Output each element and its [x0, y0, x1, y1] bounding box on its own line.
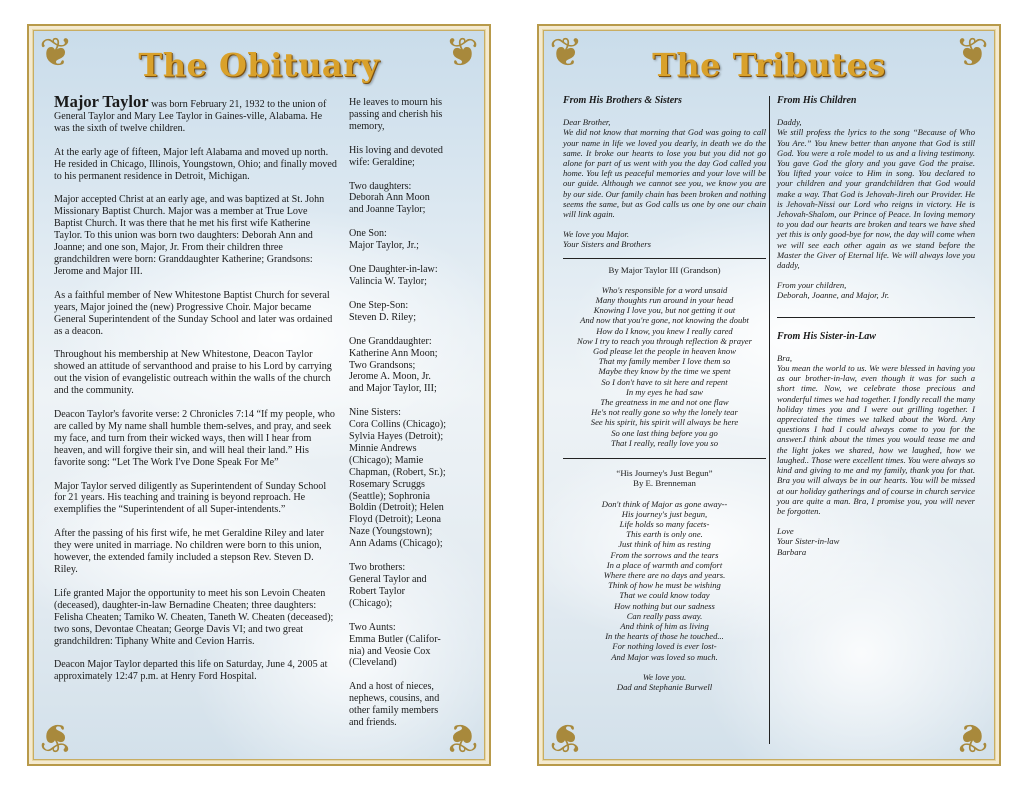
poem-line: Now I try to reach you through reflection & prayer [577, 335, 752, 346]
poem-line: That we could know today [619, 590, 710, 601]
survivor-group [349, 97, 467, 133]
poem-signature: Dad and Stephanie Burwell [616, 681, 713, 692]
survivor-group [349, 336, 467, 396]
survivor-line: Deborah Ann Moon [349, 192, 430, 204]
poem-line: And think of him as living [620, 620, 709, 631]
survivor-line: One Granddaughter: [349, 335, 432, 347]
flourish-corner-icon: ❦ [955, 30, 989, 76]
poem-author: By E. Brenneman [633, 478, 696, 489]
sister-in-law-letter [777, 353, 975, 557]
obituary-body [54, 92, 337, 695]
poem-line: God please let the people in heaven know [593, 346, 736, 357]
letter-salutation: Daddy, [777, 117, 802, 128]
poem-byline: By Major Taylor III (Grandson) [608, 264, 721, 275]
flourish-corner-icon: ❦ [445, 714, 479, 760]
letter-name: Barbara [777, 546, 807, 557]
survivor-line: Boldin (Detroit); Helen [349, 502, 444, 514]
poem-line: Where there are no days and years. [603, 569, 726, 580]
survivor-line: And a host of nieces, [349, 681, 434, 693]
survivor-line: Naze (Youngstown); [349, 526, 433, 538]
poem-closing: We love you. [642, 671, 687, 682]
poem-line: Life holds so many facets- [619, 518, 710, 529]
letter-closing: We love you Major. [563, 229, 630, 240]
letter-signature: Your Sisters and Brothers [563, 239, 651, 250]
survivor-line: Two Aunts: [349, 621, 396, 633]
survivor-line: Minnie Andrews [349, 442, 417, 454]
letter-closing: Love [777, 526, 794, 537]
survivor-line: passing and cherish his [349, 108, 443, 120]
obituary-paragraph: After the passing of his first wife, he met Geraldine Riley and later they were united in marriage. No children were born to this union, however, the extended family included a stepson Rev. Steven D. Riley. [54, 528, 324, 575]
poem-line: So one last thing before you go [611, 427, 718, 438]
siblings-letter [563, 117, 766, 249]
survivor-line: He leaves to mourn his [349, 97, 443, 108]
survivor-line: Valincia W. Taylor; [349, 275, 427, 287]
tributes-column-right [777, 96, 975, 557]
poem-line: He's not really gone so why the lonely tear [591, 407, 738, 418]
poem-line: And now that you're gone, not knowing the doubt [580, 315, 749, 326]
survivor-line: wife: Geraldine; [349, 156, 415, 168]
poem-line: That I really, really love you so [610, 437, 718, 448]
survivor-line: Jerome A. Moon, Jr. [349, 371, 431, 383]
survivor-group [349, 145, 467, 169]
obituary-paragraph: Major Taylor served diligently as Superintendent of Sunday School for 21 years. His teaching and training is beyond reproach. He exemplifies the “Superintendent of all Super-intendents.” [54, 480, 327, 516]
letter-body: We still profess the lyrics to the song “Because of Who You Are.” You knew better than anyone that God is still God. You were a role model to us and a living testimony. You gave God the glory and you gave God the praise. You lifted your voice to Him in song. You declared to your children and your grandchildren that God would make a way. That God is Jehovah-Jireh our Provider. He is Jehovah-Nissi our Lord who reigns in victory. He is Jehovah-Shalom, our Prince of Peace. In loving memory to you dad our hearts are broken and tears we have shed yet this is only good-bye for now, the day will come when we will see each other again as we stand before the Master the Giver of Eternal life. We will always love you daddy, [777, 127, 975, 271]
tributes-page [537, 24, 1001, 766]
survivor-line: (Chicago); Mamie [349, 454, 424, 466]
letter-signature: Deborah, Joanne, and Major, Jr. [777, 290, 890, 301]
poem-line: In my eyes he had saw [625, 386, 704, 397]
survivor-line: Sylvia Hayes (Detroit); [349, 431, 444, 443]
poem-line: Can really pass away. [626, 610, 703, 621]
flourish-corner-icon: ❦ [549, 714, 583, 760]
poem-title: “His Journey's Just Begun” [616, 468, 713, 479]
poem-line: In a place of warmth and comfort [606, 559, 723, 570]
survivor-line: Chapman, (Robert, Sr.); [349, 466, 446, 478]
survivor-line: Rosemary Scruggs [349, 478, 425, 490]
flourish-corner-icon: ❦ [39, 714, 73, 760]
survivor-group [349, 681, 467, 729]
survivor-line: Katherine Ann Moon; [349, 347, 438, 359]
poem-line: How nothing but our sadness [614, 600, 715, 611]
survivor-group [349, 181, 467, 217]
survivor-line: memory, [349, 120, 385, 132]
survivor-group [349, 300, 467, 324]
letter-salutation: Dear Brother, [563, 117, 611, 128]
survivors-list [349, 97, 467, 741]
survivor-group [349, 622, 467, 670]
flourish-corner-icon: ❦ [445, 30, 479, 76]
poem-line: Don't think of Major as gone away-- [601, 498, 728, 509]
survivor-line: (Chicago); [349, 597, 393, 609]
tributes-column-left [563, 96, 766, 692]
flourish-corner-icon: ❦ [549, 30, 583, 76]
deceased-name: Major Taylor [54, 92, 149, 111]
survivor-line: other family members [349, 705, 439, 717]
obituary-title: The Obituary [138, 46, 380, 84]
poem-line: For nothing loved is ever lost- [612, 641, 717, 652]
poem-line: Maybe they know by the time we spent [598, 366, 731, 377]
survivor-line: General Taylor and [349, 574, 427, 585]
column-divider [769, 96, 770, 744]
poem-line: The greatness in me and not one flaw [600, 397, 729, 408]
poem-line: And Major was loved so much. [611, 651, 718, 662]
poem-line: His journey's just begun, [621, 508, 708, 519]
obituary-paragraph: Deacon Taylor's favorite verse: 2 Chronicles 7:14 “If my people, who are called by My name shall humble them-selves, and pray, and seek my face, and turn from their wicked ways, then will I hear from heaven, and will forgive their sin, and will heal their land.” His favorite song: “Let The Work I've Done Speak For Me” [54, 409, 335, 468]
obituary-page [27, 24, 491, 766]
survivor-line: (Seattle); Sophronia [349, 490, 431, 502]
children-letter [777, 117, 975, 300]
poem-line: Think of how he must be wishing [608, 580, 721, 591]
letter-closing: From your children, [777, 280, 847, 291]
survivor-group [349, 407, 467, 550]
obituary-paragraph: Deacon Major Taylor departed this life on Saturday, June 4, 2005 at approximately 12:47 p.m. at Henry Ford Hospital. [54, 659, 328, 683]
survivor-line: Two brothers: [349, 562, 406, 574]
survivor-line: Robert Taylor [349, 585, 406, 597]
survivor-line: His loving and devoted [349, 144, 443, 156]
poem-line: Knowing I love you, but not getting it out [593, 305, 736, 316]
obituary-paragraph: Major Taylor was born February 21, 1932 to the union of General Taylor and Mary Lee Taylor in Gaines-ville, Alabama. He was the sixth of twelve children. [54, 92, 327, 134]
poem-line: Just think of him as resting [618, 539, 711, 550]
obituary-paragraph: At the early age of fifteen, Major left Alabama and moved up north. He resided in Chicago, Illinois, Youngstown, Ohio; and finally moved to his permanent residence in Detroit, Michigan. [54, 146, 337, 182]
obituary-paragraph: Life granted Major the opportunity to meet his son Levoin Cheaten (deceased), daughter-in-law Bernadine Cheaten; three daughters: Felisha Cheaten; Tamiko W. Cheaten, Taneth W. Cheaten (deceased); two sons, Devontae Cheatan; George Davis VI; and two great grandchildren: Tiphany White and Cevion Harris. [54, 587, 334, 647]
flourish-corner-icon: ❦ [39, 30, 73, 76]
obituary-paragraph: As a faithful member of New Whitestone Baptist Church for several years, Major joined the (new) Progressive Choir. Major became General Superintendent of the Sunday School and later was ordained as a deacon. [54, 289, 333, 337]
poem-line: Many thoughts run around in your head [595, 295, 734, 306]
poem-line: From the sorrows and the tears [610, 549, 719, 560]
poem-line: In the hearts of those he touched... [605, 631, 724, 642]
survivor-line: One Daughter-in-law: [349, 264, 438, 276]
poem-line: So I don't have to sit here and repent [601, 376, 728, 387]
letter-signature: Your Sister-in-law [777, 536, 840, 547]
survivor-line: One Step-Son: [349, 299, 409, 311]
poem-line: This earth is only one. [626, 529, 703, 540]
survivor-line: Major Taylor, Jr.; [349, 240, 419, 252]
survivor-group [349, 264, 467, 288]
poem-line: That my family member I love them so [598, 356, 731, 367]
journey-poem [563, 499, 766, 662]
poem-line: Who's responsible for a word unsaid [601, 284, 728, 295]
survivor-line: Nine Sisters: [349, 407, 401, 419]
tributes-title: The Tributes [652, 46, 886, 84]
obituary-paragraph: Major accepted Christ at an early age, and was baptized at St. John Missionary Baptist Church. Major was a member at True Love Baptist Church. It was there that he met his first wife Katherine Taylor. To this union was born two daughters: Deborah Ann and Joanne; and one son, Major, Jr. From their children three grandchildren were born: Granddaughter Katherine; Grandsons: Jerome and Major III. [54, 194, 325, 277]
survivor-group [349, 562, 467, 610]
grandson-poem [563, 285, 766, 448]
poem-line: See his spirit, his spirit will always be here [590, 417, 739, 428]
obituary-paragraph: Throughout his membership at New Whitestone, Deacon Taylor showed an attitude of servanthood and praise to his Lord by carrying out the vision of evangelistic outreach within the walls of the church and the community. [54, 349, 332, 397]
survivor-line: Steven D. Riley; [349, 311, 417, 323]
letter-body: We did not know that morning that God was going to call your name in life we loved you dearly, in death we do the same. It broke our hearts to lose you but you did not go alone for part of us went with you the day God called you home. You left us peaceful memories and your love will be our guide. Although we cannot see you, we know you are by our side. Our family chain has been broken and nothing seems the same, but as God calls us one by one our chain will link again. [563, 127, 766, 220]
survivor-line: Ann Adams (Chicago); [349, 538, 443, 550]
survivor-line: Emma Butler (Califor- [349, 633, 441, 645]
siblings-heading: From His Brothers & Sisters [563, 95, 682, 106]
children-heading: From His Children [777, 95, 857, 106]
survivor-line: and Major Taylor, III; [349, 383, 437, 395]
survivor-line: Floyd (Detroit); Leona [349, 514, 441, 526]
flourish-corner-icon: ❦ [955, 714, 989, 760]
letter-salutation: Bra, [777, 352, 793, 363]
letter-body: You mean the world to us. We were blessed in having you as our brother-in-law, even though it was for such a short time. Now, we celebrate those precious and wonderful times we had together. I fondly recall the many holiday times you and I were out grilling together. I appreciated the times we talked about the Word. Any questions I had I could always come to you for the answer.I think about the times you would tease me and the light jokes we shared, how we laughed, how we laughed.. Those were excellent times. You were always so kind and giving to me and my family, thank you for that. Bra you will always be in our hearts. You will be missed at our holiday gatherings and of course in church service you are quite a man. Bra, I promise you, you will never be forgotten. [777, 363, 975, 516]
survivor-line: Two Grandsons; [349, 359, 416, 371]
survivor-line: One Son: [349, 228, 387, 240]
survivor-group [349, 228, 467, 252]
survivor-line: and Joanne Taylor; [349, 204, 426, 216]
survivor-line: nephews, cousins, and [349, 693, 440, 705]
sister-in-law-heading: From His Sister-in-Law [777, 330, 876, 342]
survivor-line: Two daughters: [349, 180, 412, 192]
poem-line: How do I know, you knew I really cared [596, 325, 733, 336]
survivor-line: (Cleveland) [349, 657, 397, 669]
survivor-line: Cora Collins (Chicago); [349, 419, 446, 431]
survivor-line: and friends. [349, 717, 397, 729]
survivor-line: nia) and Veosie Cox [349, 645, 431, 657]
